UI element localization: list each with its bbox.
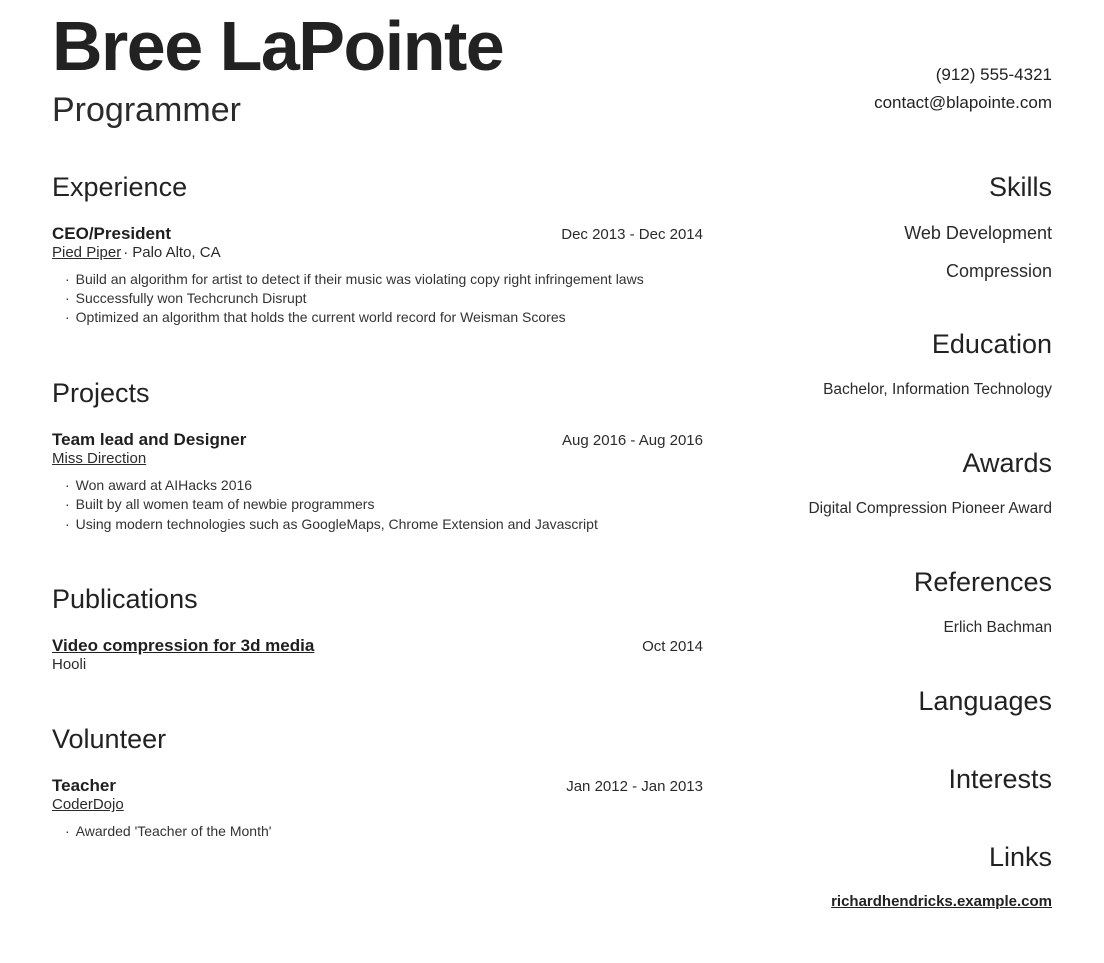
section-awards: [703, 448, 1052, 519]
highlight-list: [52, 270, 703, 328]
highlight-text: Using modern technologies such as GoogleMaps, Chrome Extension and Javascript: [75, 515, 598, 532]
highlight-text: Awarded 'Teacher of the Month': [75, 823, 272, 840]
entry-dates: Jan 2012 - Jan 2013: [566, 778, 703, 796]
entry-header-row: [52, 430, 703, 449]
entry-org-line: [52, 243, 703, 262]
project-entry: [52, 430, 703, 534]
section-education: [703, 329, 1052, 400]
section-publications: [52, 584, 703, 674]
entry-location: Palo Alto, CA: [132, 243, 221, 261]
entry-header-row: [52, 776, 703, 795]
entry-dates: Dec 2013 - Dec 2014: [561, 225, 703, 243]
section-references: [703, 567, 1052, 638]
reference-item: Erlich Bachman: [943, 618, 1052, 636]
education-item: Bachelor, Information Technology: [823, 380, 1052, 398]
entry-dates: Aug 2016 - Aug 2016: [562, 431, 703, 449]
role-subtitle: Programmer: [52, 90, 241, 129]
highlight-item: [65, 822, 703, 841]
bullet-marker: ·: [65, 290, 70, 306]
email-text: contact@blapointe.com: [874, 93, 1052, 112]
org-link[interactable]: Miss Direction: [52, 449, 147, 467]
awards-heading: Awards: [962, 447, 1052, 478]
section-languages: [703, 686, 1052, 716]
entry-dates: Oct 2014: [642, 638, 703, 656]
sidebar-column: [703, 172, 1052, 959]
highlight-item: [65, 308, 703, 327]
skills-heading: Skills: [988, 171, 1052, 202]
references-heading: References: [913, 566, 1052, 597]
highlight-item: [65, 495, 703, 514]
links-heading: Links: [988, 841, 1052, 872]
publisher-line: [52, 655, 703, 674]
main-column: [52, 172, 703, 959]
org-link[interactable]: CoderDojo: [52, 796, 124, 814]
highlight-text: Won award at AIHacks 2016: [75, 476, 253, 493]
entry-header-row: [52, 224, 703, 243]
entry-title: Teacher: [52, 776, 116, 796]
entry-header-row: [52, 636, 703, 655]
highlight-text: Built by all women team of newbie programmers: [75, 496, 375, 513]
interests-heading: Interests: [948, 763, 1052, 794]
highlight-text: Build an algorithm for artist to detect if their music was violating copy right infringement laws: [75, 270, 644, 287]
name-heading: Bree LaPointe: [52, 7, 504, 85]
entry-title: CEO/President: [52, 223, 172, 243]
highlight-text: Optimized an algorithm that holds the current world record for Weisman Scores: [75, 309, 566, 326]
section-projects: [52, 378, 703, 534]
phone-text: (912) 555-4321: [935, 65, 1052, 84]
entry-org-line: [52, 795, 703, 814]
section-experience: [52, 172, 703, 328]
highlight-list: [52, 822, 703, 841]
entry-title: Team lead and Designer: [52, 429, 247, 449]
experience-heading: Experience: [52, 171, 188, 202]
section-links: [703, 842, 1052, 911]
bullet-marker: ·: [65, 476, 70, 493]
section-skills: [703, 172, 1052, 281]
publication-title-link[interactable]: Video compression for 3d media: [52, 636, 315, 656]
volunteer-heading: Volunteer: [52, 724, 167, 755]
publisher-name: Hooli: [52, 656, 87, 674]
publication-entry: [52, 636, 703, 674]
header: [52, 7, 1052, 131]
entry-org-line: [52, 449, 703, 468]
bullet-marker: ·: [65, 496, 70, 513]
body-columns: [52, 172, 1052, 959]
education-heading: Education: [931, 328, 1052, 359]
highlight-item: [65, 270, 703, 289]
bullet-marker: ·: [65, 309, 70, 326]
section-volunteer: [52, 724, 703, 841]
contact-block: [874, 61, 1052, 117]
org-link[interactable]: Pied Piper: [52, 243, 122, 261]
experience-entry: [52, 224, 703, 328]
highlight-item: [65, 515, 703, 534]
section-interests: [703, 764, 1052, 794]
highlight-item: [65, 476, 703, 495]
highlight-list: [52, 476, 703, 534]
publications-heading: Publications: [52, 584, 198, 615]
org-location-separator: ·: [123, 243, 129, 261]
highlight-text: Successfully won Techcrunch Disrupt: [75, 290, 307, 306]
volunteer-entry: [52, 776, 703, 841]
projects-heading: Projects: [52, 377, 150, 408]
highlight-item: [65, 289, 703, 308]
languages-heading: Languages: [918, 685, 1052, 716]
skill-item: Compression: [945, 260, 1052, 281]
bullet-marker: ·: [65, 515, 70, 532]
skill-item: Web Development: [904, 222, 1052, 243]
award-item: Digital Compression Pioneer Award: [808, 499, 1052, 517]
bullet-marker: ·: [65, 823, 70, 840]
bullet-marker: ·: [65, 270, 70, 287]
external-link[interactable]: richardhendricks.example.com: [831, 892, 1052, 910]
